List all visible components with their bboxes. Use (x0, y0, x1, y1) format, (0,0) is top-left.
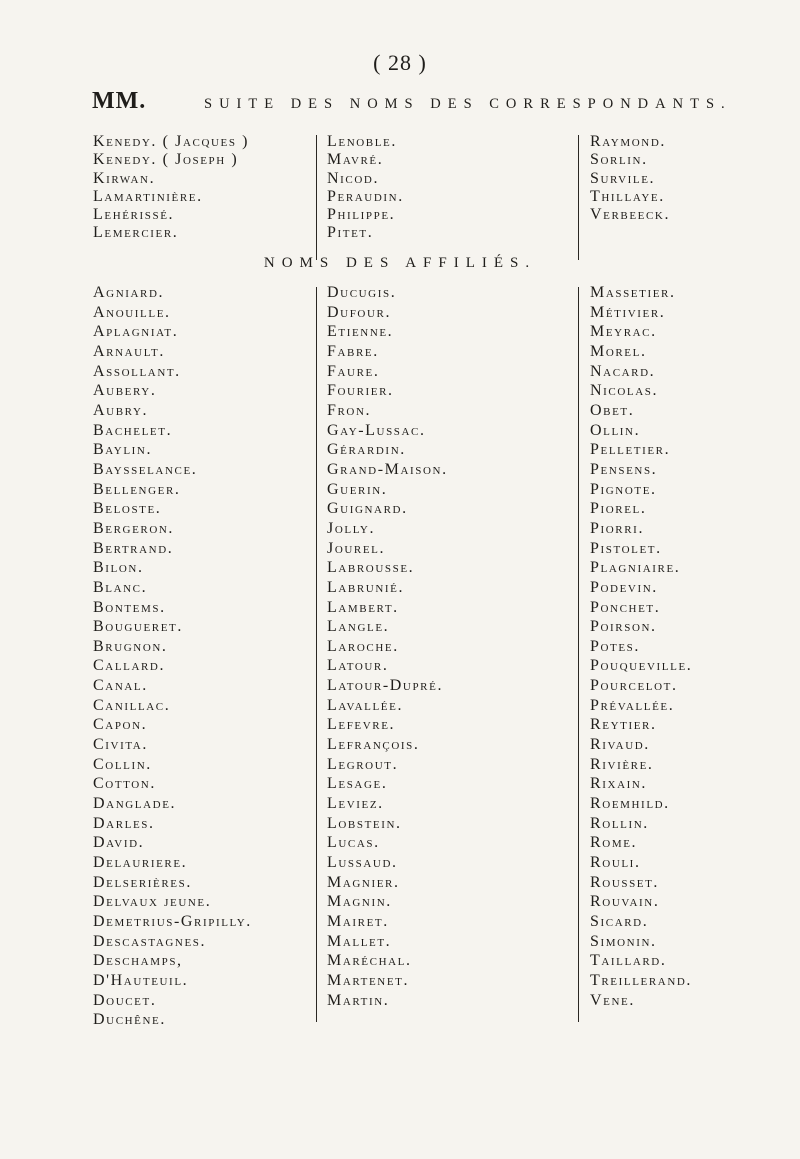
name-entry: Fabre. (327, 342, 379, 360)
page-number: ( 28 ) (373, 50, 427, 75)
name-entry: Gay-Lussac. (327, 421, 426, 439)
name-entry: Lemercier. (93, 224, 179, 242)
name-entry: Martin. (327, 991, 390, 1009)
name-entry: Rollin. (590, 814, 649, 832)
name-entry: Bilon. (93, 559, 144, 577)
name-entry: Delvaux jeune. (93, 893, 212, 911)
name-entry: Lambert. (327, 598, 399, 616)
name-entry: Nicod. (327, 169, 380, 187)
name-entry: Lefrançois. (327, 736, 420, 754)
name-entry: Mallet. (327, 932, 392, 950)
name-entry: Pensens. (590, 460, 658, 478)
name-entry: Mairet. (327, 913, 389, 930)
name-entry: Survile. (590, 169, 656, 187)
name-entry: Bougueret. (93, 618, 183, 636)
name-entry: Rouvain. (590, 893, 660, 911)
name-entry: Jolly. (327, 519, 376, 537)
name-entry: Laroche. (327, 637, 399, 655)
affilies-column-3 (590, 283, 692, 1010)
name-entry: Bertrand. (93, 539, 174, 557)
name-entry: Canal. (93, 677, 148, 695)
name-entry: Bellenger. (93, 480, 181, 498)
name-entry: Leviez. (327, 795, 384, 813)
name-entry: Lussaud. (327, 854, 398, 872)
name-entry: Kirwan. (93, 169, 156, 187)
name-entry: Guerin. (327, 480, 388, 498)
name-entry: Maréchal. (327, 952, 412, 970)
correspondants-column-3 (590, 133, 670, 224)
name-entry: Piorri. (590, 519, 645, 537)
column-rule (316, 287, 317, 1022)
name-entry: Kenedy. ( Joseph ) (93, 151, 239, 169)
header-title: SUITE DES NOMS DES CORRESPONDANTS. (204, 96, 732, 112)
name-entry: Canillac. (93, 696, 171, 714)
name-entry: Lobstein. (327, 814, 402, 832)
name-entry: Sorlin. (590, 151, 648, 169)
name-entry: Aubery. (93, 382, 157, 400)
name-entry: Pourcelot. (590, 677, 678, 695)
name-entry: Agniard. (93, 284, 165, 301)
name-entry: Massetier. (590, 284, 676, 301)
name-entry: Obet. (590, 401, 635, 419)
name-entry: Bontems. (93, 598, 166, 616)
name-entry: Lenoble. (327, 133, 397, 150)
name-entry: Deschamps, (93, 952, 183, 970)
name-entry: Baysselance. (93, 460, 198, 478)
column-rule (316, 135, 317, 260)
name-entry: Grand-Maison. (327, 460, 448, 478)
name-entry: Poirson. (590, 618, 657, 636)
name-entry: Labrousse. (327, 559, 415, 577)
name-entry: Pelletier. (590, 441, 671, 459)
name-entry: Treillerand. (590, 971, 693, 989)
name-entry: Meyrac. (590, 323, 657, 341)
name-entry: Lucas. (327, 834, 380, 852)
name-entry: Taillard. (590, 952, 667, 970)
name-entry: Pitet. (327, 224, 374, 242)
name-entry: Baylin. (93, 441, 153, 459)
name-entry: Assollant. (93, 362, 181, 380)
name-entry: Demetrius-Gripilly. (93, 913, 252, 930)
affilies-column-1 (93, 283, 252, 1030)
name-entry: Ollin. (590, 421, 641, 439)
name-entry: Piorel. (590, 500, 647, 518)
name-entry: Roemhild. (590, 795, 670, 813)
name-entry: Rouli. (590, 854, 641, 872)
name-entry: Podevin. (590, 578, 658, 596)
name-entry: Fourier. (327, 382, 394, 400)
name-entry: Lefevre. (327, 716, 396, 734)
name-entry: Ducugis. (327, 284, 397, 301)
correspondants-column-1 (93, 133, 249, 243)
name-entry: Mavré. (327, 151, 384, 169)
name-entry: Delauriere. (93, 854, 188, 872)
name-entry: Prévallée. (590, 696, 675, 714)
name-entry: Rivaud. (590, 736, 650, 754)
name-entry: Magnier. (327, 873, 400, 891)
name-entry: Blanc. (93, 578, 148, 596)
name-entry: Nacard. (590, 362, 656, 380)
affilies-title: NOMS DES AFFILIÉS. (263, 255, 537, 271)
name-entry: Thillaye. (590, 187, 665, 205)
name-entry: Doucet. (93, 991, 157, 1009)
name-entry: Darles. (93, 814, 155, 832)
name-entry: Brugnon. (93, 637, 168, 655)
name-entry: Anouille. (93, 303, 171, 321)
name-entry: Rivière. (590, 755, 654, 773)
name-entry: Nicolas. (590, 382, 659, 400)
name-entry: Guignard. (327, 500, 408, 518)
name-entry: Bergeron. (93, 519, 175, 537)
name-entry: Sicard. (590, 913, 649, 930)
name-entry: Bachelet. (93, 421, 173, 439)
name-entry: Latour. (327, 657, 389, 675)
name-entry: Labrunié. (327, 578, 405, 596)
name-entry: Kenedy. ( Jacques ) (93, 133, 250, 150)
name-entry: Faure. (327, 362, 380, 380)
name-entry: Philippe. (327, 206, 396, 224)
name-entry: Langle. (327, 618, 390, 636)
name-entry: D'Hauteuil. (93, 971, 189, 989)
name-entry: Lesage. (327, 775, 388, 793)
name-entry: Lehérissé. (93, 206, 175, 224)
name-entry: Raymond. (590, 133, 666, 150)
name-entry: Beloste. (93, 500, 162, 518)
name-entry: Etienne. (327, 323, 394, 341)
name-entry: Danglade. (93, 795, 177, 813)
name-entry: Collin. (93, 755, 152, 773)
name-entry: Pignote. (590, 480, 657, 498)
name-entry: Métivier. (590, 303, 666, 321)
name-entry: Rixain. (590, 775, 648, 793)
name-entry: Potes. (590, 637, 640, 655)
name-entry: Martenet. (327, 971, 410, 989)
name-entry: Cotton. (93, 775, 156, 793)
name-entry: David. (93, 834, 145, 852)
name-entry: Aubry. (93, 401, 149, 419)
name-entry: Pistolet. (590, 539, 662, 557)
name-entry: Callard. (93, 657, 166, 675)
name-entry: Duchêne. (93, 1011, 166, 1029)
name-entry: Dufour. (327, 303, 392, 321)
header-mm: MM. (92, 88, 147, 114)
name-entry: Latour-Dupré. (327, 677, 444, 695)
name-entry: Pouqueville. (590, 657, 693, 675)
name-entry: Jourel. (327, 539, 386, 557)
name-entry: Delserières. (93, 873, 192, 891)
name-entry: Arnault. (93, 342, 165, 360)
name-entry: Reytier. (590, 716, 657, 734)
name-entry: Simonin. (590, 932, 657, 950)
name-entry: Magnin. (327, 893, 392, 911)
name-entry: Lavallée. (327, 696, 404, 714)
name-entry: Plagniaire. (590, 559, 681, 577)
name-entry: Gérardin. (327, 441, 406, 459)
column-rule (578, 135, 579, 260)
name-entry: Descastagnes. (93, 932, 207, 950)
name-entry: Ponchet. (590, 598, 661, 616)
column-rule (578, 287, 579, 1022)
affilies-column-2 (327, 283, 448, 1010)
name-entry: Rome. (590, 834, 638, 852)
name-entry: Fron. (327, 401, 372, 419)
correspondants-column-2 (327, 133, 404, 243)
name-entry: Civita. (93, 736, 148, 754)
name-entry: Morel. (590, 342, 647, 360)
name-entry: Verbeeck. (590, 206, 671, 224)
name-entry: Peraudin. (327, 187, 404, 205)
name-entry: Capon. (93, 716, 148, 734)
name-entry: Rousset. (590, 873, 660, 891)
name-entry: Vene. (590, 991, 635, 1009)
name-entry: Lamartinière. (93, 187, 203, 205)
name-entry: Aplagniat. (93, 323, 179, 341)
name-entry: Legrout. (327, 755, 399, 773)
